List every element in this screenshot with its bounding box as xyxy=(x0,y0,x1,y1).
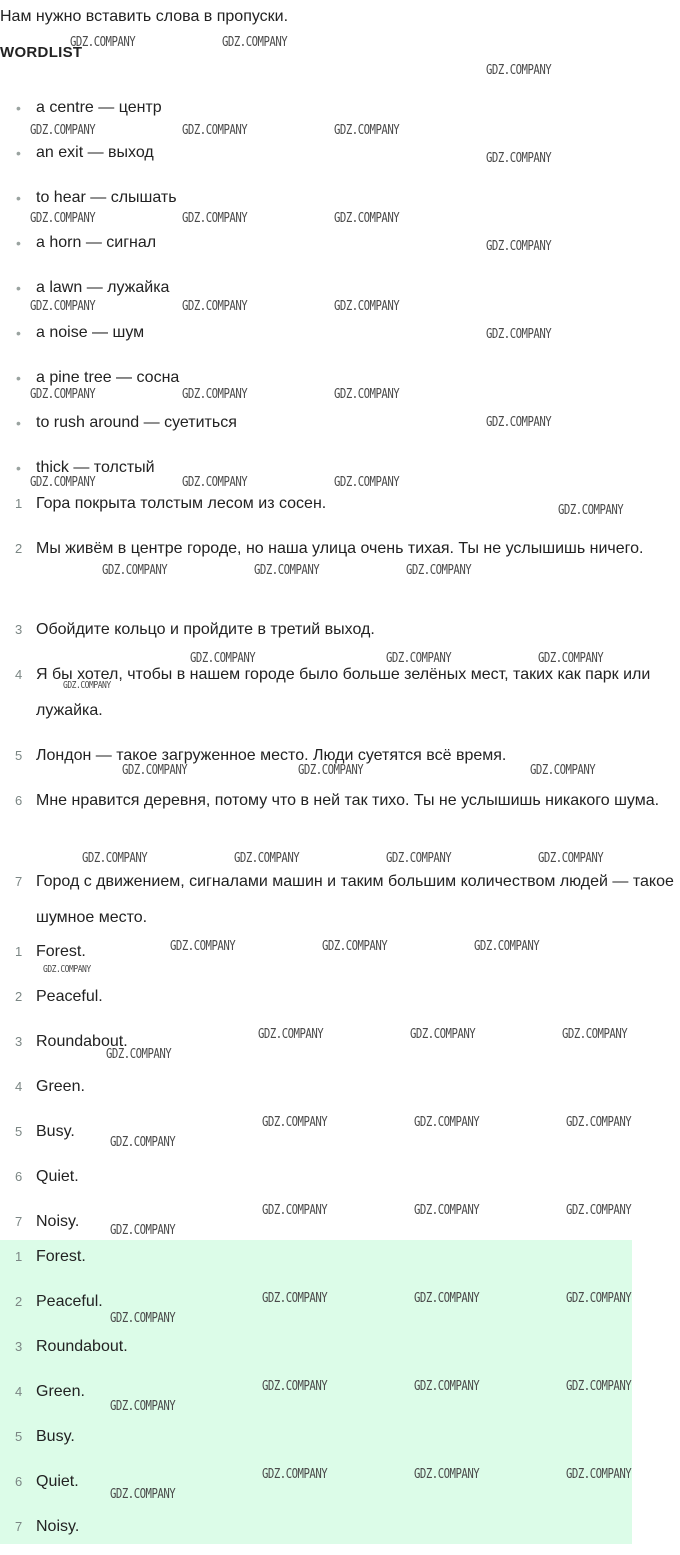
answer-text: Noisy. xyxy=(36,1518,80,1535)
item-number: 6 xyxy=(15,1169,23,1184)
watermark-text: GDZ.COMPANY xyxy=(110,1399,176,1414)
item-number: 2 xyxy=(15,1294,23,1309)
watermark-text: GDZ.COMPANY xyxy=(30,387,96,402)
watermark-text: GDZ.COMPANY xyxy=(414,1467,480,1482)
answer-text: Roundabout. xyxy=(36,1033,128,1050)
answer-text: Green. xyxy=(36,1383,85,1400)
watermark-text: GDZ.COMPANY xyxy=(410,1027,476,1042)
wordlist-item: • a pine tree — сосна xyxy=(0,368,680,413)
answer-text: Roundabout. xyxy=(36,1338,128,1355)
item-number: 1 xyxy=(15,1249,23,1264)
watermark-text: GDZ.COMPANY xyxy=(30,211,96,226)
watermark-text: GDZ.COMPANY xyxy=(334,475,400,490)
answer-text: Quiet. xyxy=(36,1473,79,1490)
wordlist-item: • thick — толстый xyxy=(0,458,680,503)
item-number: 6 xyxy=(15,1474,23,1489)
watermark-text: GDZ.COMPANY xyxy=(486,151,552,166)
watermark-text: GDZ.COMPANY xyxy=(110,1311,176,1326)
item-number: 4 xyxy=(15,1079,23,1094)
answer-text: Peaceful. xyxy=(36,988,103,1005)
watermark-text: GDZ.COMPANY xyxy=(182,475,248,490)
item-number: 3 xyxy=(15,1034,23,1049)
watermark-text: GDZ.COMPANY xyxy=(262,1467,328,1482)
answer-item xyxy=(0,1420,680,1465)
watermark-text: GDZ.COMPANY xyxy=(538,651,604,666)
watermark-text: GDZ.COMPANY xyxy=(386,851,452,866)
watermark-text: GDZ.COMPANY xyxy=(262,1115,328,1130)
answer-text: Green. xyxy=(36,1078,85,1095)
item-number: 4 xyxy=(15,1384,23,1399)
answer-text: Quiet. xyxy=(36,1168,79,1185)
sentence-text: Лондон — такое загруженное место. Люди суетятся всё время. xyxy=(36,747,507,764)
sentence-text: Обойдите кольцо и пройдите в третий выход. xyxy=(36,621,375,638)
answer-text: Forest. xyxy=(36,1248,86,1265)
watermark-text: GDZ.COMPANY xyxy=(566,1379,632,1394)
watermark-text: GDZ.COMPANY xyxy=(334,211,400,226)
wordlist-heading: WORDLIST xyxy=(0,44,83,61)
sentence-item xyxy=(0,657,680,738)
sentence-text: Я бы хотел, чтобы в нашем городе было больше зелёных мест, таких как парк или лужайка. xyxy=(36,666,651,719)
answer-item xyxy=(0,1240,680,1285)
item-number: 7 xyxy=(15,1519,23,1534)
sentence-text: Город с движением, сигналами машин и таким большим количеством людей — такое шумное место. xyxy=(36,873,674,926)
item-number: 1 xyxy=(15,496,23,511)
wordlist-item: • a centre — центр xyxy=(0,98,680,143)
watermark-text: GDZ.COMPANY xyxy=(262,1291,328,1306)
watermark-text: GDZ.COMPANY xyxy=(414,1379,480,1394)
watermark-text: GDZ.COMPANY xyxy=(530,763,596,778)
wordlist-item: • a lawn — лужайка xyxy=(0,278,680,323)
answer-text: Busy. xyxy=(36,1428,75,1445)
answer-item xyxy=(0,1160,680,1205)
watermark-text: GDZ.COMPANY xyxy=(558,503,624,518)
watermark-text: GDZ.COMPANY xyxy=(334,299,400,314)
watermark-text: GDZ.COMPANY xyxy=(262,1379,328,1394)
item-number: 3 xyxy=(15,622,23,637)
answer-item xyxy=(0,1070,680,1115)
watermark-text: GDZ.COMPANY xyxy=(414,1203,480,1218)
watermark-text: GDZ.COMPANY xyxy=(110,1487,176,1502)
watermark-text: GDZ.COMPANY xyxy=(30,123,96,138)
answer-text: Noisy. xyxy=(36,1213,80,1230)
watermark-text: GDZ.COMPANY xyxy=(566,1291,632,1306)
intro-text: Нам нужно вставить слова в пропуски. xyxy=(0,8,289,25)
watermark-text: GDZ.COMPANY xyxy=(538,851,604,866)
item-number: 5 xyxy=(15,1124,23,1139)
item-number: 5 xyxy=(15,748,23,763)
watermark-text: GDZ.COMPANY xyxy=(474,939,540,954)
watermark-text: GDZ.COMPANY xyxy=(122,763,188,778)
item-number: 4 xyxy=(15,667,23,682)
item-number: 6 xyxy=(15,793,23,808)
watermark-text: GDZ.COMPANY xyxy=(258,1027,324,1042)
wordlist-item: • a noise — шум xyxy=(0,323,680,368)
watermark-text: GDZ.COMPANY xyxy=(222,35,288,50)
wordlist-item: • to hear — слышать xyxy=(0,188,680,233)
watermark-text: GDZ.COMPANY xyxy=(386,651,452,666)
watermark-text: GDZ.COMPANY xyxy=(234,851,300,866)
sentence-item xyxy=(0,864,680,936)
watermark-text: GDZ.COMPANY xyxy=(110,1223,176,1238)
answer-item xyxy=(0,1330,680,1375)
wordlist-item: • a horn — сигнал xyxy=(0,233,680,278)
answer-item xyxy=(0,980,680,1025)
watermark-text: GDZ.COMPANY xyxy=(406,563,472,578)
watermark-text: GDZ.COMPANY xyxy=(334,387,400,402)
watermark-text: GDZ.COMPANY xyxy=(182,211,248,226)
watermark-text: GDZ.COMPANY xyxy=(486,63,552,78)
watermark-text: GDZ.COMPANY xyxy=(486,415,552,430)
watermark-text: GDZ.COMPANY xyxy=(486,239,552,254)
watermark-text: GDZ.COMPANY xyxy=(566,1115,632,1130)
item-number: 7 xyxy=(15,874,23,889)
watermark-text: GDZ.COMPANY xyxy=(170,939,236,954)
answer-text: Busy. xyxy=(36,1123,75,1140)
watermark-text: GDZ.COMPANY xyxy=(414,1115,480,1130)
wordlist-item: • an exit — выход xyxy=(0,143,680,188)
watermark-text: GDZ.COMPANY xyxy=(82,851,148,866)
sentence-text: Мне нравится деревня, потому что в ней так тихо. Ты не услышишь никакого шума. xyxy=(36,792,660,809)
item-number: 2 xyxy=(15,541,23,556)
answer-text: Forest. xyxy=(36,943,86,960)
watermark-text: GDZ.COMPANY xyxy=(562,1027,628,1042)
watermark-text: GDZ.COMPANY xyxy=(262,1203,328,1218)
watermark-text: GDZ.COMPANY xyxy=(30,475,96,490)
item-number: 7 xyxy=(15,1214,23,1229)
watermark-text: GDZ.COMPANY xyxy=(110,1135,176,1150)
watermark-text: GDZ.COMPANY xyxy=(102,563,168,578)
watermark-text: GDZ.COMPANY xyxy=(566,1203,632,1218)
watermark-text: GDZ.COMPANY xyxy=(106,1047,172,1062)
watermark-text: GDZ.COMPANY xyxy=(190,651,256,666)
item-number: 2 xyxy=(15,989,23,1004)
watermark-text: GDZ.COMPANY xyxy=(63,680,111,691)
watermark-text: GDZ.COMPANY xyxy=(566,1467,632,1482)
item-number: 3 xyxy=(15,1339,23,1354)
watermark-text: GDZ.COMPANY xyxy=(182,387,248,402)
watermark-text: GDZ.COMPANY xyxy=(182,123,248,138)
answer-item xyxy=(0,1510,680,1555)
answer-text: Peaceful. xyxy=(36,1293,103,1310)
watermark-text: GDZ.COMPANY xyxy=(70,35,136,50)
watermark-text: GDZ.COMPANY xyxy=(322,939,388,954)
sentence-text: Гора покрыта толстым лесом из сосен. xyxy=(36,495,327,512)
watermark-text: GDZ.COMPANY xyxy=(486,327,552,342)
watermark-text: GDZ.COMPANY xyxy=(334,123,400,138)
wordlist-item: • to rush around — суетиться xyxy=(0,413,680,458)
sentence-list xyxy=(0,486,680,936)
watermark-text: GDZ.COMPANY xyxy=(414,1291,480,1306)
sentence-text: Мы живём в центре городе, но наша улица очень тихая. Ты не услышишь ничего. xyxy=(36,540,644,557)
watermark-text: GDZ.COMPANY xyxy=(254,563,320,578)
watermark-text: GDZ.COMPANY xyxy=(30,299,96,314)
watermark-text: GDZ.COMPANY xyxy=(43,964,91,975)
item-number: 1 xyxy=(15,944,23,959)
item-number: 5 xyxy=(15,1429,23,1444)
watermark-text: GDZ.COMPANY xyxy=(298,763,364,778)
highlighted-answer-list xyxy=(0,1240,680,1555)
watermark-text: GDZ.COMPANY xyxy=(182,299,248,314)
